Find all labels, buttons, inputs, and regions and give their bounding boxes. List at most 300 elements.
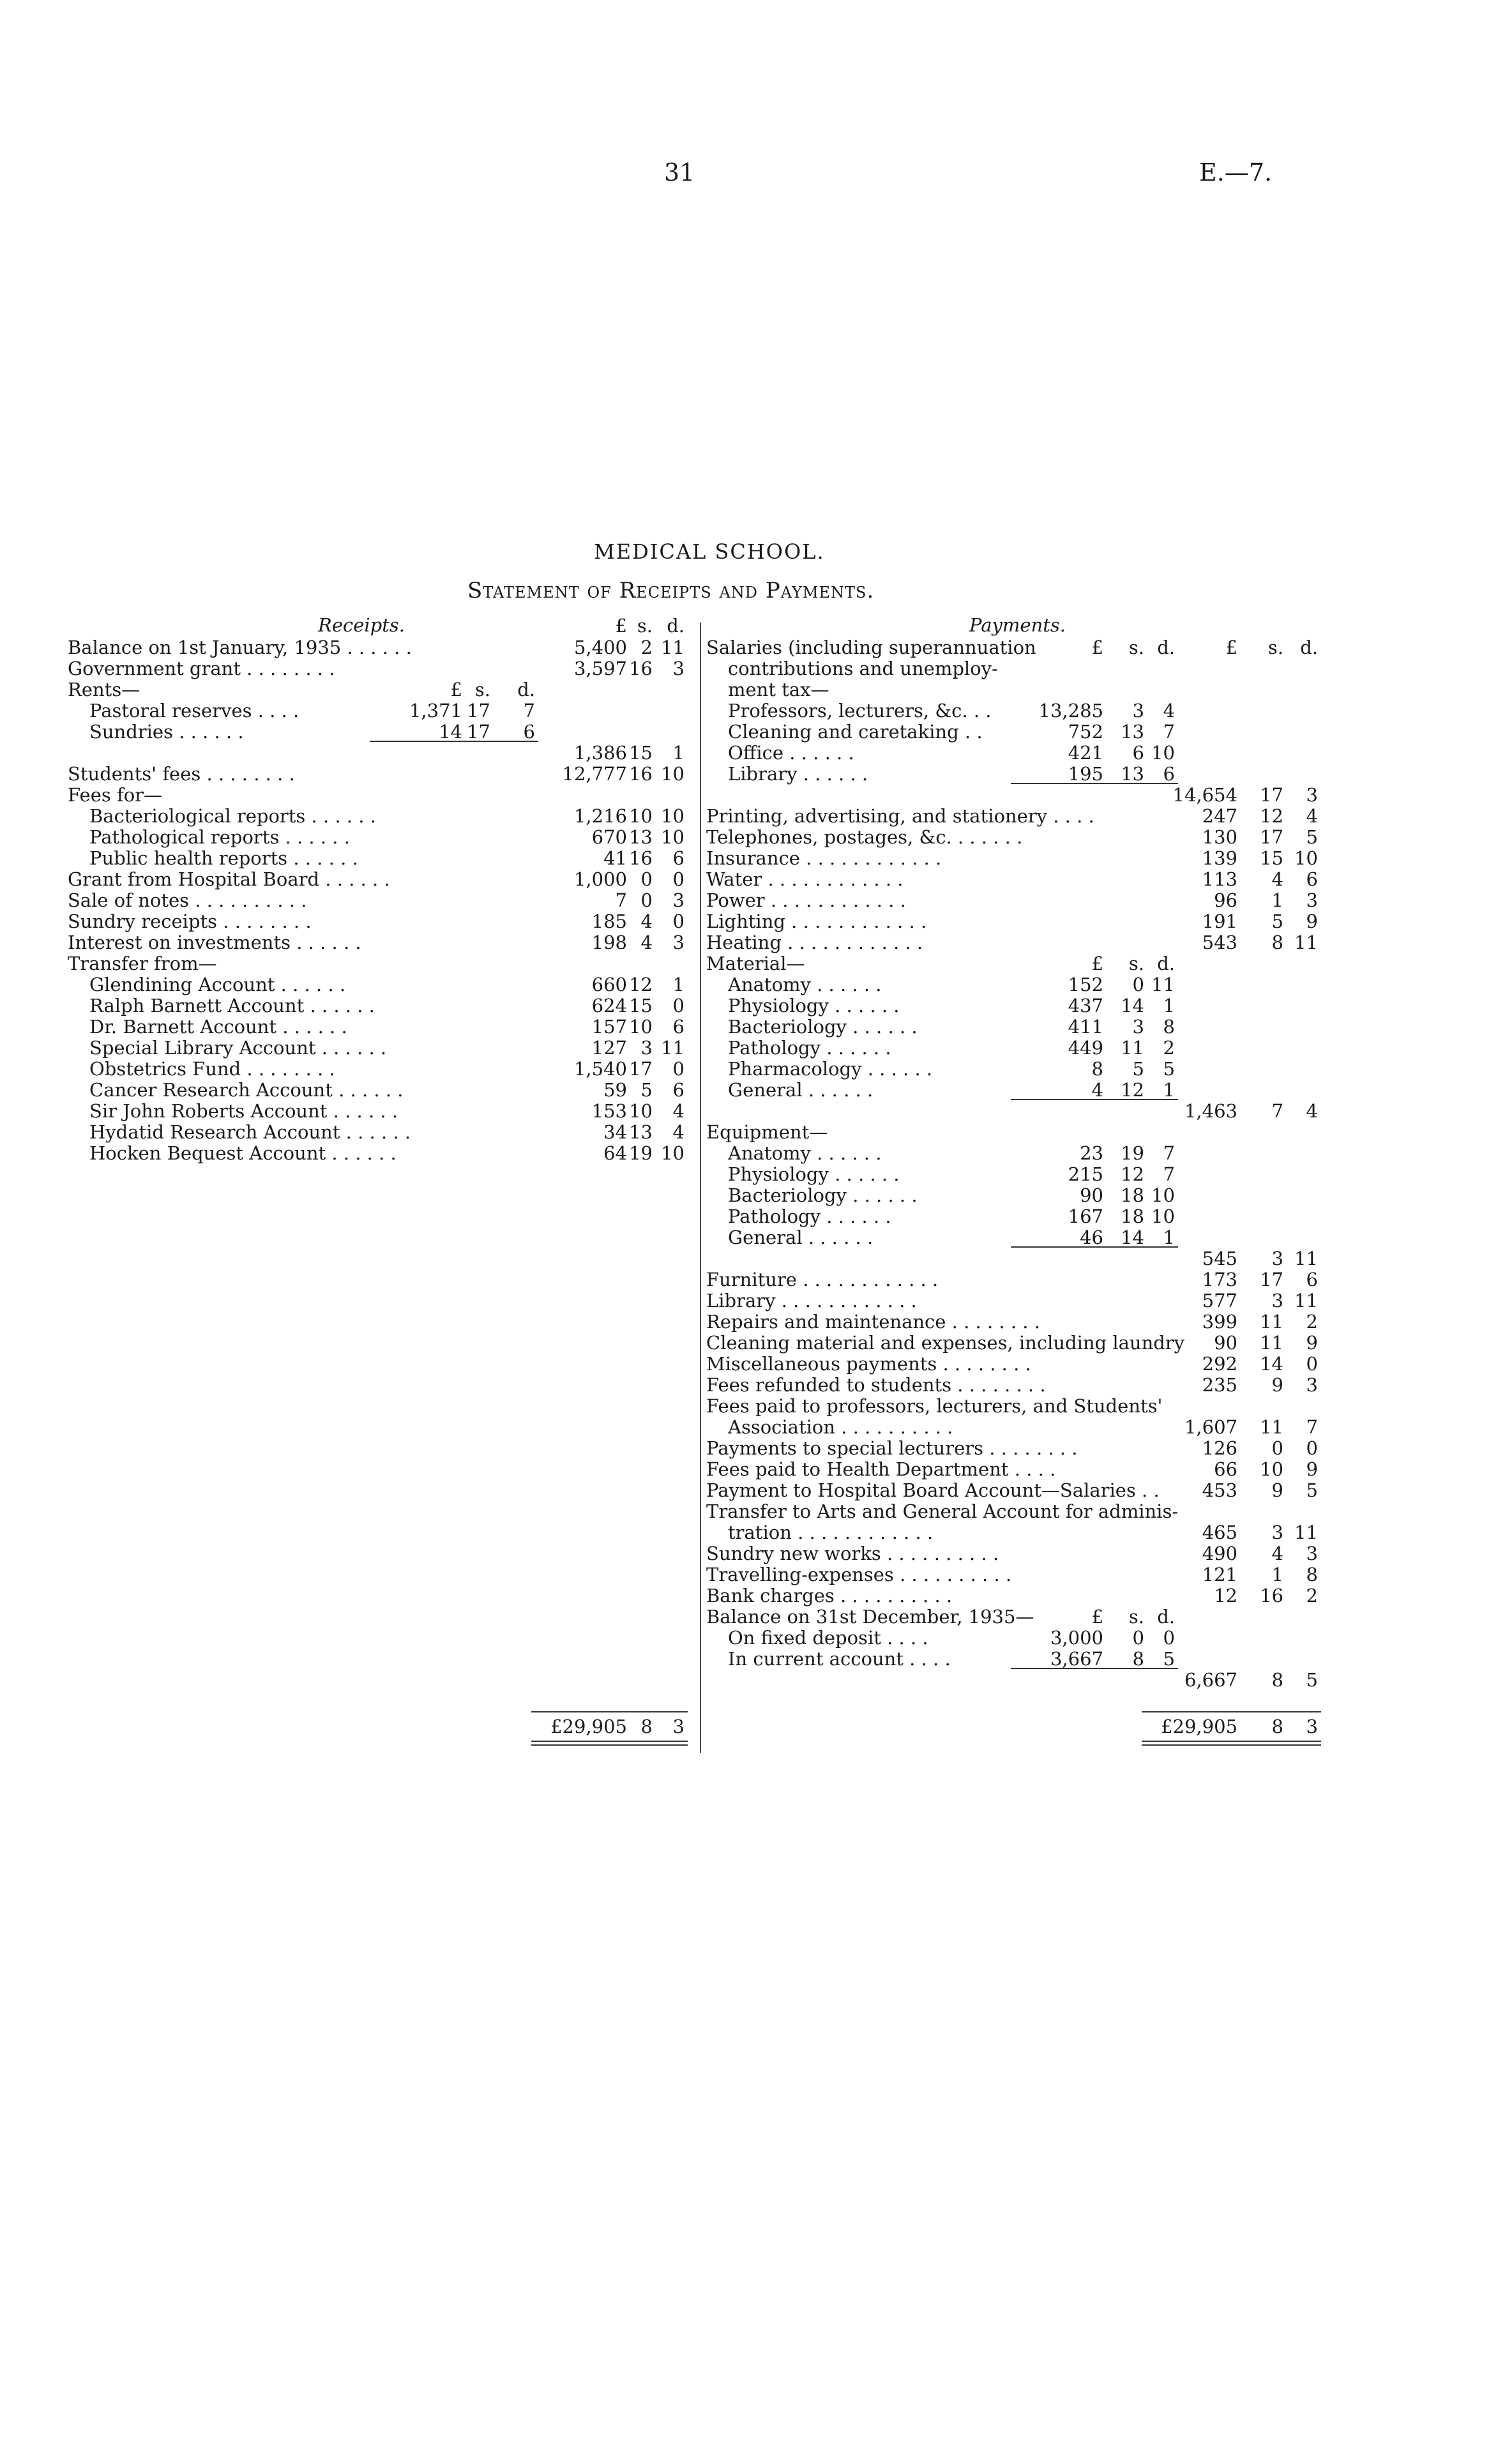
- payments-row: [0, 827, 1498, 848]
- amount-pence: 0: [672, 1058, 685, 1080]
- row-label: Cancer Research Account . . . . . .: [89, 1079, 404, 1101]
- sub-amount-shillings: 12: [1121, 1079, 1144, 1101]
- amount-pence: 6: [672, 1016, 685, 1038]
- row-label: Interest on investments . . . . . .: [68, 932, 361, 953]
- currency-header: d.: [1300, 637, 1318, 658]
- sub-amount-pence: 10: [1151, 1206, 1175, 1227]
- amount-pounds: 64: [603, 1142, 627, 1164]
- payments-total-rule-bottom: [1142, 1741, 1321, 1742]
- payments-row: [0, 932, 1498, 953]
- sub-amount-shillings: 14: [1121, 995, 1144, 1017]
- payments-row: [0, 953, 1498, 974]
- total-pence: 3: [672, 1716, 685, 1737]
- receipts-total-rule-double: [531, 1744, 688, 1746]
- row-label: contributions and unemploy-: [728, 658, 998, 679]
- payments-row: [0, 974, 1498, 995]
- sub-amount-pence: 6: [1163, 763, 1175, 785]
- row-label: Public health reports . . . . . .: [89, 847, 358, 869]
- payments-row: [0, 1396, 1498, 1417]
- payments-row: [0, 1017, 1498, 1038]
- amount-shillings: 3: [640, 1037, 653, 1059]
- row-label: Repairs and maintenance . . . . . . . .: [706, 1311, 1040, 1333]
- sub-amount-pence: 2: [1163, 1037, 1175, 1059]
- amount-pence: 6: [1306, 868, 1318, 890]
- sub-amount-pounds: 3,000: [1050, 1627, 1103, 1649]
- total-shillings: 8: [640, 1716, 653, 1737]
- row-label: Association . . . . . . . . . .: [728, 1416, 953, 1438]
- payments-row: [0, 1438, 1498, 1459]
- amount-pounds: 59: [603, 1079, 627, 1101]
- amount-shillings: 4: [640, 932, 653, 953]
- sub-amount-shillings: 0: [1132, 974, 1144, 995]
- row-label: Material—: [706, 953, 805, 974]
- receipts-currency-header: [0, 616, 1498, 637]
- payments-row: [0, 1122, 1498, 1143]
- row-label: Miscellaneous payments . . . . . . . .: [706, 1353, 1031, 1375]
- amount-shillings: 8: [1271, 1669, 1283, 1691]
- sub-amount-pounds: 4: [1091, 1079, 1103, 1101]
- receipts-caption: Receipts.: [318, 614, 405, 636]
- amount-pence: 2: [1306, 1311, 1318, 1333]
- amount-pence: 11: [1294, 932, 1318, 953]
- sub-amount-pence: 1: [1163, 1079, 1175, 1101]
- amount-shillings: 17: [1260, 826, 1283, 848]
- amount-pounds: 6,667: [1184, 1669, 1237, 1691]
- currency-header: £: [1091, 637, 1103, 658]
- row-label: Pharmacology . . . . . .: [728, 1058, 933, 1080]
- amount-pounds: 127: [591, 1037, 627, 1059]
- row-label: Government grant . . . . . . . .: [68, 658, 335, 679]
- amount-shillings: 3: [1271, 1522, 1283, 1543]
- total-pence: 3: [1306, 1716, 1318, 1737]
- amount-shillings: 17: [629, 1058, 653, 1080]
- amount-pence: 1: [672, 742, 685, 764]
- sub-amount-pounds: 152: [1068, 974, 1103, 995]
- amount-shillings: 0: [640, 868, 653, 890]
- payments-row: [0, 1333, 1498, 1354]
- payments-row: [0, 1543, 1498, 1564]
- sub-amount-pounds: 437: [1068, 995, 1103, 1017]
- amount-pounds: 3,597: [573, 658, 627, 679]
- amount-pounds: 247: [1202, 805, 1237, 827]
- row-label: Insurance . . . . . . . . . . . .: [706, 847, 942, 869]
- amount-pounds: 14,654: [1172, 784, 1237, 806]
- row-label: Sir John Roberts Account . . . . . .: [89, 1100, 398, 1122]
- sub-amount-shillings: 18: [1121, 1184, 1144, 1206]
- amount-shillings: 11: [1260, 1311, 1283, 1333]
- row-label: Hocken Bequest Account . . . . . .: [89, 1142, 397, 1164]
- page-subtitle: [467, 578, 874, 603]
- sub-amount-pence: 5: [1163, 1058, 1175, 1080]
- amount-shillings: 15: [629, 742, 653, 764]
- amount-shillings: 4: [640, 911, 653, 932]
- amount-pounds: 34: [603, 1121, 627, 1143]
- amount-pence: 7: [1306, 1416, 1318, 1438]
- amount-shillings: 16: [629, 763, 653, 785]
- amount-pounds: 399: [1202, 1311, 1237, 1333]
- payments-row: [0, 1185, 1498, 1206]
- row-label: In current account . . . .: [728, 1648, 951, 1670]
- row-label: tration . . . . . . . . . . . .: [728, 1522, 934, 1543]
- payments-row: [0, 1143, 1498, 1164]
- currency-header: d.: [1157, 953, 1175, 974]
- payments-row: [0, 869, 1498, 890]
- row-label: Fees refunded to students . . . . . . . .: [706, 1374, 1046, 1396]
- sub-amount-pounds: 3,667: [1050, 1648, 1103, 1670]
- row-label: Heating . . . . . . . . . . . .: [706, 932, 923, 953]
- amount-pence: 10: [661, 1142, 685, 1164]
- amount-pounds: 465: [1202, 1522, 1237, 1543]
- row-label: General . . . . . .: [728, 1227, 874, 1248]
- row-label: Library . . . . . .: [728, 763, 868, 785]
- amount-shillings: 9: [1271, 1374, 1283, 1396]
- row-label: Sundries . . . . . .: [89, 721, 244, 743]
- amount-pence: 0: [1306, 1353, 1318, 1375]
- payments-row: [0, 806, 1498, 827]
- amount-pence: 11: [661, 1037, 685, 1059]
- payments-row: [0, 679, 1498, 700]
- amount-pounds: 453: [1202, 1479, 1237, 1501]
- payments-row: [0, 743, 1498, 764]
- payments-row: [0, 1564, 1498, 1585]
- currency-header: s.: [1128, 953, 1144, 974]
- currency-header: d.: [517, 679, 535, 700]
- amount-pence: 4: [672, 1121, 685, 1143]
- amount-pounds: 12: [1214, 1585, 1237, 1606]
- amount-shillings: 0: [1271, 1437, 1283, 1459]
- amount-pence: 8: [1306, 1564, 1318, 1585]
- sub-amount-shillings: 8: [1132, 1648, 1144, 1670]
- currency-header: d.: [1157, 1606, 1175, 1628]
- payments-row: [0, 848, 1498, 869]
- payments-row: [0, 1290, 1498, 1311]
- payments-caption: Payments.: [969, 614, 1066, 636]
- currency-header: s.: [474, 679, 490, 700]
- amount-pence: 10: [661, 826, 685, 848]
- amount-pence: 11: [661, 637, 685, 658]
- currency-header: d.: [1157, 637, 1175, 658]
- amount-shillings: 10: [1260, 1458, 1283, 1480]
- payments-row: [0, 1649, 1498, 1670]
- amount-pence: 10: [1294, 847, 1318, 869]
- sub-amount-pence: 10: [1151, 742, 1175, 764]
- sub-amount-shillings: 17: [467, 721, 490, 743]
- payments-subtotal-rule: [1011, 1099, 1178, 1100]
- amount-pence: 10: [661, 763, 685, 785]
- currency-header: £: [615, 615, 627, 637]
- payments-row: [0, 1101, 1498, 1122]
- amount-pence: 3: [672, 889, 685, 911]
- amount-pounds: 130: [1202, 826, 1237, 848]
- payments-row: [0, 1375, 1498, 1396]
- payments-row: [0, 1670, 1498, 1691]
- amount-pence: 6: [1306, 1269, 1318, 1290]
- amount-pence: 9: [1306, 1458, 1318, 1480]
- amount-pence: 4: [1306, 805, 1318, 827]
- amount-shillings: 12: [1260, 805, 1283, 827]
- sub-amount-pence: 6: [523, 721, 535, 743]
- row-label: Transfer from—: [68, 953, 217, 974]
- row-label: Telephones, postages, &c. . . . . . .: [706, 826, 1023, 848]
- payments-row: [0, 1059, 1498, 1080]
- sub-amount-shillings: 3: [1132, 1016, 1144, 1038]
- row-label: Power . . . . . . . . . . . .: [706, 889, 906, 911]
- payments-row: [0, 1248, 1498, 1269]
- sub-amount-shillings: 5: [1132, 1058, 1144, 1080]
- currency-header: s.: [1128, 1606, 1144, 1628]
- row-label: Pastoral reserves . . . .: [89, 700, 299, 722]
- amount-shillings: 7: [1271, 1100, 1283, 1122]
- amount-shillings: 15: [1260, 847, 1283, 869]
- currency-header: £: [1091, 1606, 1103, 1628]
- sub-amount-pounds: 449: [1068, 1037, 1103, 1059]
- amount-pence: 10: [661, 805, 685, 827]
- amount-shillings: 3: [1271, 1248, 1283, 1269]
- payments-subtotal-rule: [1011, 1668, 1178, 1669]
- row-label: Fees paid to professors, lecturers, and Students': [706, 1395, 1163, 1417]
- payments-row: [0, 911, 1498, 932]
- amount-pounds: 624: [591, 995, 627, 1017]
- payments-row: [0, 890, 1498, 911]
- payments-row: [0, 764, 1498, 785]
- amount-shillings: 10: [629, 805, 653, 827]
- row-label: Hydatid Research Account . . . . . .: [89, 1121, 411, 1143]
- amount-shillings: 10: [629, 1100, 653, 1122]
- payments-row: [0, 700, 1498, 722]
- amount-pounds: 660: [591, 974, 627, 995]
- currency-header: £: [1225, 637, 1237, 658]
- amount-pounds: 1,386: [573, 742, 627, 764]
- row-label: Glendining Account . . . . . .: [89, 974, 346, 995]
- payments-row: [0, 1417, 1498, 1438]
- payments-row: [0, 722, 1498, 743]
- row-label: Bacteriology . . . . . .: [728, 1184, 918, 1206]
- payments-row: [0, 785, 1498, 806]
- row-label: Cleaning material and expenses, including laundry: [706, 1332, 1185, 1354]
- payments-row: [0, 1038, 1498, 1059]
- sub-amount-pence: 11: [1151, 974, 1175, 995]
- sub-amount-pounds: 1,371: [409, 700, 462, 722]
- row-label: On fixed deposit . . . .: [728, 1627, 928, 1649]
- amount-pence: 1: [672, 974, 685, 995]
- sub-amount-pounds: 90: [1080, 1184, 1103, 1206]
- payments-row: [0, 658, 1498, 679]
- sub-amount-pounds: 46: [1080, 1227, 1103, 1248]
- payments-row: [0, 1206, 1498, 1227]
- currency-header: d.: [667, 615, 685, 637]
- sub-amount-shillings: 17: [467, 700, 490, 722]
- currency-header: £: [1091, 953, 1103, 974]
- amount-pounds: 126: [1202, 1437, 1237, 1459]
- amount-pounds: 577: [1202, 1290, 1237, 1311]
- sub-amount-pence: 7: [1163, 1142, 1175, 1164]
- amount-shillings: 5: [640, 1079, 653, 1101]
- amount-shillings: 10: [629, 1016, 653, 1038]
- row-label: Printing, advertising, and stationery . . . .: [706, 805, 1094, 827]
- amount-pence: 4: [672, 1100, 685, 1122]
- row-label: Anatomy . . . . . .: [728, 1142, 882, 1164]
- amount-pence: 11: [1294, 1290, 1318, 1311]
- amount-shillings: 13: [629, 1121, 653, 1143]
- payments-row: [0, 1585, 1498, 1606]
- sub-amount-pounds: 13,285: [1038, 700, 1103, 722]
- payments-row: [0, 1354, 1498, 1375]
- currency-header: s.: [1128, 637, 1144, 658]
- amount-shillings: 14: [1260, 1353, 1283, 1375]
- row-label: Office . . . . . .: [728, 742, 854, 764]
- row-label: Pathology . . . . . .: [728, 1206, 891, 1227]
- sub-amount-pounds: 421: [1068, 742, 1103, 764]
- sub-amount-pence: 10: [1151, 1184, 1175, 1206]
- amount-pence: 0: [1306, 1437, 1318, 1459]
- sub-amount-pounds: 167: [1068, 1206, 1103, 1227]
- amount-pounds: 12,777: [562, 763, 627, 785]
- sub-amount-pence: 1: [1163, 1227, 1175, 1248]
- row-label: Transfer to Arts and General Account for adminis-: [706, 1500, 1179, 1522]
- row-label: Fees for—: [68, 784, 163, 806]
- amount-shillings: 16: [1260, 1585, 1283, 1606]
- amount-shillings: 8: [1271, 932, 1283, 953]
- amount-shillings: 17: [1260, 784, 1283, 806]
- sub-amount-pence: 1: [1163, 995, 1175, 1017]
- row-label: Fees paid to Health Department . . . .: [706, 1458, 1056, 1480]
- payments-row: [0, 1164, 1498, 1185]
- amount-pence: 9: [1306, 911, 1318, 932]
- receipts-total-rule-bottom: [531, 1741, 688, 1742]
- amount-pounds: 670: [591, 826, 627, 848]
- amount-pence: 0: [672, 911, 685, 932]
- sub-amount-shillings: 3: [1132, 700, 1144, 722]
- amount-shillings: 16: [629, 847, 653, 869]
- row-label: Lighting . . . . . . . . . . . .: [706, 911, 927, 932]
- payments-row: [0, 1227, 1498, 1248]
- amount-pounds: 490: [1202, 1543, 1237, 1564]
- payments-row: [0, 1480, 1498, 1501]
- sub-amount-pence: 5: [1163, 1648, 1175, 1670]
- sub-amount-shillings: 11: [1121, 1037, 1144, 1059]
- amount-pence: 3: [672, 658, 685, 679]
- row-label: Salaries (including superannuation: [706, 637, 1036, 658]
- amount-pounds: 96: [1214, 889, 1237, 911]
- amount-pounds: 1,216: [573, 805, 627, 827]
- sub-amount-pence: 7: [1163, 1163, 1175, 1185]
- amount-pence: 5: [1306, 1669, 1318, 1691]
- amount-pounds: 198: [591, 932, 627, 953]
- currency-header: s.: [637, 615, 653, 637]
- amount-shillings: 0: [640, 889, 653, 911]
- amount-shillings: 12: [629, 974, 653, 995]
- amount-pounds: 545: [1202, 1248, 1237, 1269]
- row-label: Balance on 1st January, 1935 . . . . . .: [68, 637, 412, 658]
- total-shillings: 8: [1271, 1716, 1283, 1737]
- currency-header: s.: [1267, 637, 1283, 658]
- row-label: Payments to special lecturers . . . . . . . .: [706, 1437, 1078, 1459]
- amount-pence: 3: [1306, 1374, 1318, 1396]
- row-label: Anatomy . . . . . .: [728, 974, 882, 995]
- row-label: Professors, lecturers, &c. . .: [728, 700, 992, 722]
- sub-amount-pounds: 195: [1068, 763, 1103, 785]
- amount-shillings: 17: [1260, 1269, 1283, 1290]
- amount-shillings: 3: [1271, 1290, 1283, 1311]
- row-label: Sundry receipts . . . . . . . .: [68, 911, 312, 932]
- payments-row: [0, 1459, 1498, 1480]
- amount-pence: 5: [1306, 826, 1318, 848]
- sub-amount-shillings: 12: [1121, 1163, 1144, 1185]
- sub-amount-pence: 7: [523, 700, 535, 722]
- row-label: Grant from Hospital Board . . . . . .: [68, 868, 390, 890]
- sub-amount-pence: 7: [1163, 721, 1175, 743]
- amount-pounds: 1,000: [573, 868, 627, 890]
- row-label: Water . . . . . . . . . . . .: [706, 868, 904, 890]
- amount-pounds: 543: [1202, 932, 1237, 953]
- row-label: Pathological reports . . . . . .: [89, 826, 350, 848]
- row-label: Obstetrics Fund . . . . . . . .: [89, 1058, 335, 1080]
- sub-amount-pounds: 8: [1091, 1058, 1103, 1080]
- amount-pounds: 1,463: [1184, 1100, 1237, 1122]
- amount-pence: 11: [1294, 1522, 1318, 1543]
- amount-shillings: 19: [629, 1142, 653, 1164]
- payments-row: [0, 1501, 1498, 1522]
- row-label: General . . . . . .: [728, 1079, 874, 1101]
- payments-row: [0, 637, 1498, 658]
- amount-shillings: 4: [1271, 868, 1283, 890]
- total-pounds: £29,905: [550, 1716, 627, 1737]
- currency-header: £: [450, 679, 462, 700]
- payments-row: [0, 1522, 1498, 1543]
- row-label: Special Library Account . . . . . .: [89, 1037, 387, 1059]
- row-label: Physiology . . . . . .: [728, 995, 900, 1017]
- amount-pounds: 185: [591, 911, 627, 932]
- amount-pounds: 1,607: [1184, 1416, 1237, 1438]
- row-label: Rents—: [68, 679, 140, 700]
- sub-amount-shillings: 13: [1121, 721, 1144, 743]
- amount-pence: 0: [672, 868, 685, 890]
- amount-shillings: 11: [1260, 1332, 1283, 1354]
- sub-amount-shillings: 14: [1121, 1227, 1144, 1248]
- payments-row: [0, 1606, 1498, 1628]
- row-label: Physiology . . . . . .: [728, 1163, 900, 1185]
- amount-pounds: 90: [1214, 1332, 1237, 1354]
- amount-shillings: 2: [640, 637, 653, 658]
- amount-pence: 5: [1306, 1479, 1318, 1501]
- amount-pounds: 292: [1202, 1353, 1237, 1375]
- row-label: Bacteriological reports . . . . . .: [89, 805, 376, 827]
- amount-shillings: 4: [1271, 1543, 1283, 1564]
- row-label: Library . . . . . . . . . . . .: [706, 1290, 917, 1311]
- sub-amount-shillings: 13: [1121, 763, 1144, 785]
- amount-pounds: 139: [1202, 847, 1237, 869]
- amount-shillings: 16: [629, 658, 653, 679]
- row-label: Dr. Barnett Account . . . . . .: [89, 1016, 347, 1038]
- sub-amount-pounds: 215: [1068, 1163, 1103, 1185]
- amount-pence: 3: [672, 932, 685, 953]
- amount-pence: 2: [1306, 1585, 1318, 1606]
- amount-pounds: 41: [603, 847, 627, 869]
- amount-shillings: 1: [1271, 1564, 1283, 1585]
- amount-pence: 6: [672, 1079, 685, 1101]
- sub-amount-shillings: 18: [1121, 1206, 1144, 1227]
- payments-row: [0, 1080, 1498, 1101]
- sub-amount-shillings: 19: [1121, 1142, 1144, 1164]
- amount-pence: 3: [1306, 784, 1318, 806]
- row-label: Sale of notes . . . . . . . . . .: [68, 889, 307, 911]
- payments-row: [0, 1628, 1498, 1649]
- payments-row: [0, 1311, 1498, 1333]
- total-pounds: £29,905: [1161, 1716, 1237, 1737]
- receipts-total-rule-top: [531, 1711, 688, 1712]
- row-label: Payment to Hospital Board Account—Salaries . .: [706, 1479, 1160, 1501]
- payments-subtotal-rule: [1011, 1246, 1178, 1248]
